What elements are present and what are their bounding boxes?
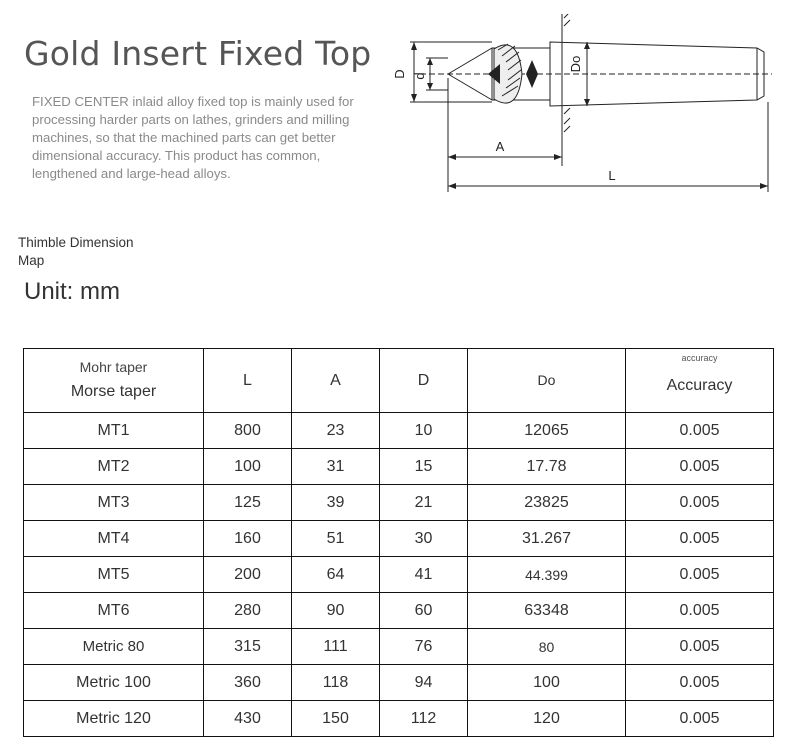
dim-label-L: L	[608, 168, 616, 183]
header-L-label: L	[243, 371, 252, 389]
cell-L: 280	[204, 593, 292, 629]
table-row	[24, 557, 774, 593]
header-taper	[24, 349, 204, 413]
cell-accuracy: 0.005	[626, 557, 774, 593]
cell-taper: Metric 120	[24, 701, 204, 737]
cell-D: 21	[380, 485, 468, 521]
header-D	[380, 349, 468, 413]
caption-line-1: Thimble Dimension	[18, 235, 134, 250]
cell-accuracy: 0.005	[626, 665, 774, 701]
cell-D: 60	[380, 593, 468, 629]
dim-label-D: D	[392, 69, 407, 79]
cell-Do: 23825	[468, 485, 626, 521]
cell-D: 112	[380, 701, 468, 737]
cell-D: 94	[380, 665, 468, 701]
dimension-table	[23, 348, 774, 737]
header-D-label: D	[417, 371, 430, 389]
cell-L: 360	[204, 665, 292, 701]
table-row	[24, 629, 774, 665]
page-title: Gold Insert Fixed Top	[24, 34, 372, 73]
cell-accuracy: 0.005	[626, 521, 774, 557]
cell-taper: MT6	[24, 593, 204, 629]
center-dimension-diagram	[392, 14, 777, 196]
cell-A: 23	[292, 413, 380, 449]
header-accuracy-label: Accuracy	[666, 376, 733, 394]
cell-L: 200	[204, 557, 292, 593]
cell-Do: 12065	[468, 413, 626, 449]
cell-A: 51	[292, 521, 380, 557]
cell-D: 30	[380, 521, 468, 557]
product-description: FIXED CENTER inlaid alloy fixed top is mainly used for processing harder parts on lathes, grinders and milling machines, so that the machined parts can get better dimensional accuracy. This product has common, lengthened and large-head alloys.	[32, 94, 354, 181]
header-taper-cn: Mohr taper	[79, 358, 148, 375]
caption-line-2: Map	[18, 253, 45, 268]
cell-L: 125	[204, 485, 292, 521]
cell-taper: MT4	[24, 521, 204, 557]
cell-A: 111	[292, 629, 380, 665]
cell-taper: MT5	[24, 557, 204, 593]
cell-D: 10	[380, 413, 468, 449]
header-Do-label: Do	[537, 371, 556, 388]
dim-label-Do: Do	[568, 55, 583, 73]
cell-A: 31	[292, 449, 380, 485]
cell-Do: 17.78	[468, 449, 626, 485]
cell-accuracy: 0.005	[626, 413, 774, 449]
table-row	[24, 521, 774, 557]
cell-A: 118	[292, 665, 380, 701]
table-row	[24, 485, 774, 521]
table-header-row	[24, 349, 774, 413]
cell-accuracy: 0.005	[626, 449, 774, 485]
unit-label: Unit: mm	[24, 278, 120, 305]
header-L	[204, 349, 292, 413]
header-Do	[468, 349, 626, 413]
cell-D: 15	[380, 449, 468, 485]
cell-A: 90	[292, 593, 380, 629]
table-row	[24, 449, 774, 485]
header-accuracy-small: accuracy	[681, 352, 718, 363]
cell-Do: 120	[468, 701, 626, 737]
cell-Do: 63348	[468, 593, 626, 629]
cell-Do: 44.399	[468, 557, 626, 593]
header-A	[292, 349, 380, 413]
header-accuracy	[626, 349, 774, 413]
cell-taper: MT1	[24, 413, 204, 449]
dim-label-d: d	[412, 72, 427, 80]
cell-D: 76	[380, 629, 468, 665]
header-A-label: A	[330, 371, 341, 389]
cell-L: 430	[204, 701, 292, 737]
cell-L: 160	[204, 521, 292, 557]
cell-accuracy: 0.005	[626, 593, 774, 629]
cell-A: 150	[292, 701, 380, 737]
cell-Do: 100	[468, 665, 626, 701]
cell-L: 315	[204, 629, 292, 665]
cell-taper: MT2	[24, 449, 204, 485]
cell-D: 41	[380, 557, 468, 593]
cell-L: 100	[204, 449, 292, 485]
cell-taper: Metric 100	[24, 665, 204, 701]
dimension-map-caption	[18, 234, 134, 270]
cell-accuracy: 0.005	[626, 701, 774, 737]
header-taper-en: Morse taper	[70, 382, 157, 400]
table-row	[24, 701, 774, 737]
table-row	[24, 593, 774, 629]
table-row	[24, 413, 774, 449]
cell-Do: 31.267	[468, 521, 626, 557]
cell-accuracy: 0.005	[626, 629, 774, 665]
cell-Do: 80	[468, 629, 626, 665]
cell-accuracy: 0.005	[626, 485, 774, 521]
cell-taper: Metric 80	[24, 629, 204, 665]
cell-L: 800	[204, 413, 292, 449]
cell-taper: MT3	[24, 485, 204, 521]
table-row	[24, 665, 774, 701]
dim-label-A: A	[495, 139, 505, 154]
cell-A: 64	[292, 557, 380, 593]
cell-A: 39	[292, 485, 380, 521]
